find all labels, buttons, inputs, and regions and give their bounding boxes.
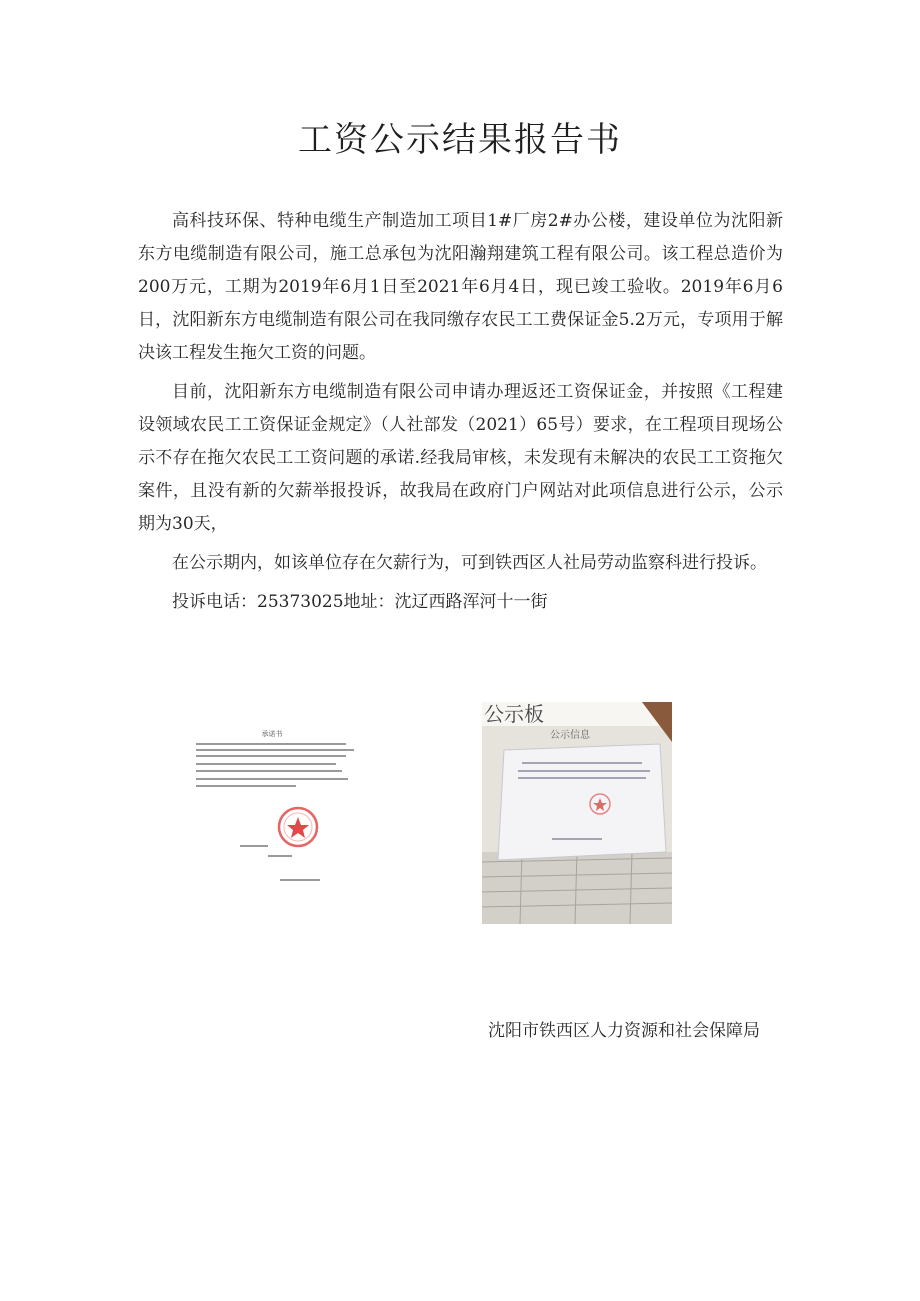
letter-heading: 承诺书: [261, 730, 283, 738]
document-body: [138, 205, 783, 625]
paragraph-complaint: 在公示期内，如该单位存在欠薪行为，可到铁西区人社局劳动监察科进行投诉。: [172, 553, 767, 573]
commitment-letter-photo: [190, 727, 360, 897]
notice-board-heading: 公示板: [484, 702, 544, 726]
notice-board-photo: [482, 702, 672, 924]
paragraph-project-info: 高科技环保、特种电缆生产制造加工项目1#厂房2#办公楼，建设单位为沈阳新东方电缆制造有限公司，施工总承包为沈阳瀚翔建筑工程有限公司。该工程总造价为200万元，工期为2019年6月1日至2021年6月4日，现已竣工验收。2019年6月6日，沈阳新东方电缆制造有限公司在我同缴存农民工工费保证金5.2万元，专项用于解决该工程发生拖欠工资的问题。: [138, 211, 783, 363]
issuer-signature: 沈阳市铁西区人力资源和社会保障局: [488, 1021, 760, 1041]
document-title: 工资公示结果报告书: [298, 120, 622, 160]
notice-board-subheading: 公示信息: [550, 730, 590, 741]
contact-line: 投诉电话：25373025地址：沈辽西路浑河十一街: [172, 592, 548, 612]
paragraph-application: 目前，沈阳新东方电缆制造有限公司申请办理返还工资保证金，并按照《工程建设领域农民工工资保证金规定》（人社部发（2021）65号）要求，在工程项目现场公示不存在拖欠农民工工资问题的承诺.经我局审核，未发现有未解决的农民工工资拖欠案件，且没有新的欠薪举报投诉，故我局在政府门户网站对此项信息进行公示，公示期为30天，: [138, 382, 783, 534]
